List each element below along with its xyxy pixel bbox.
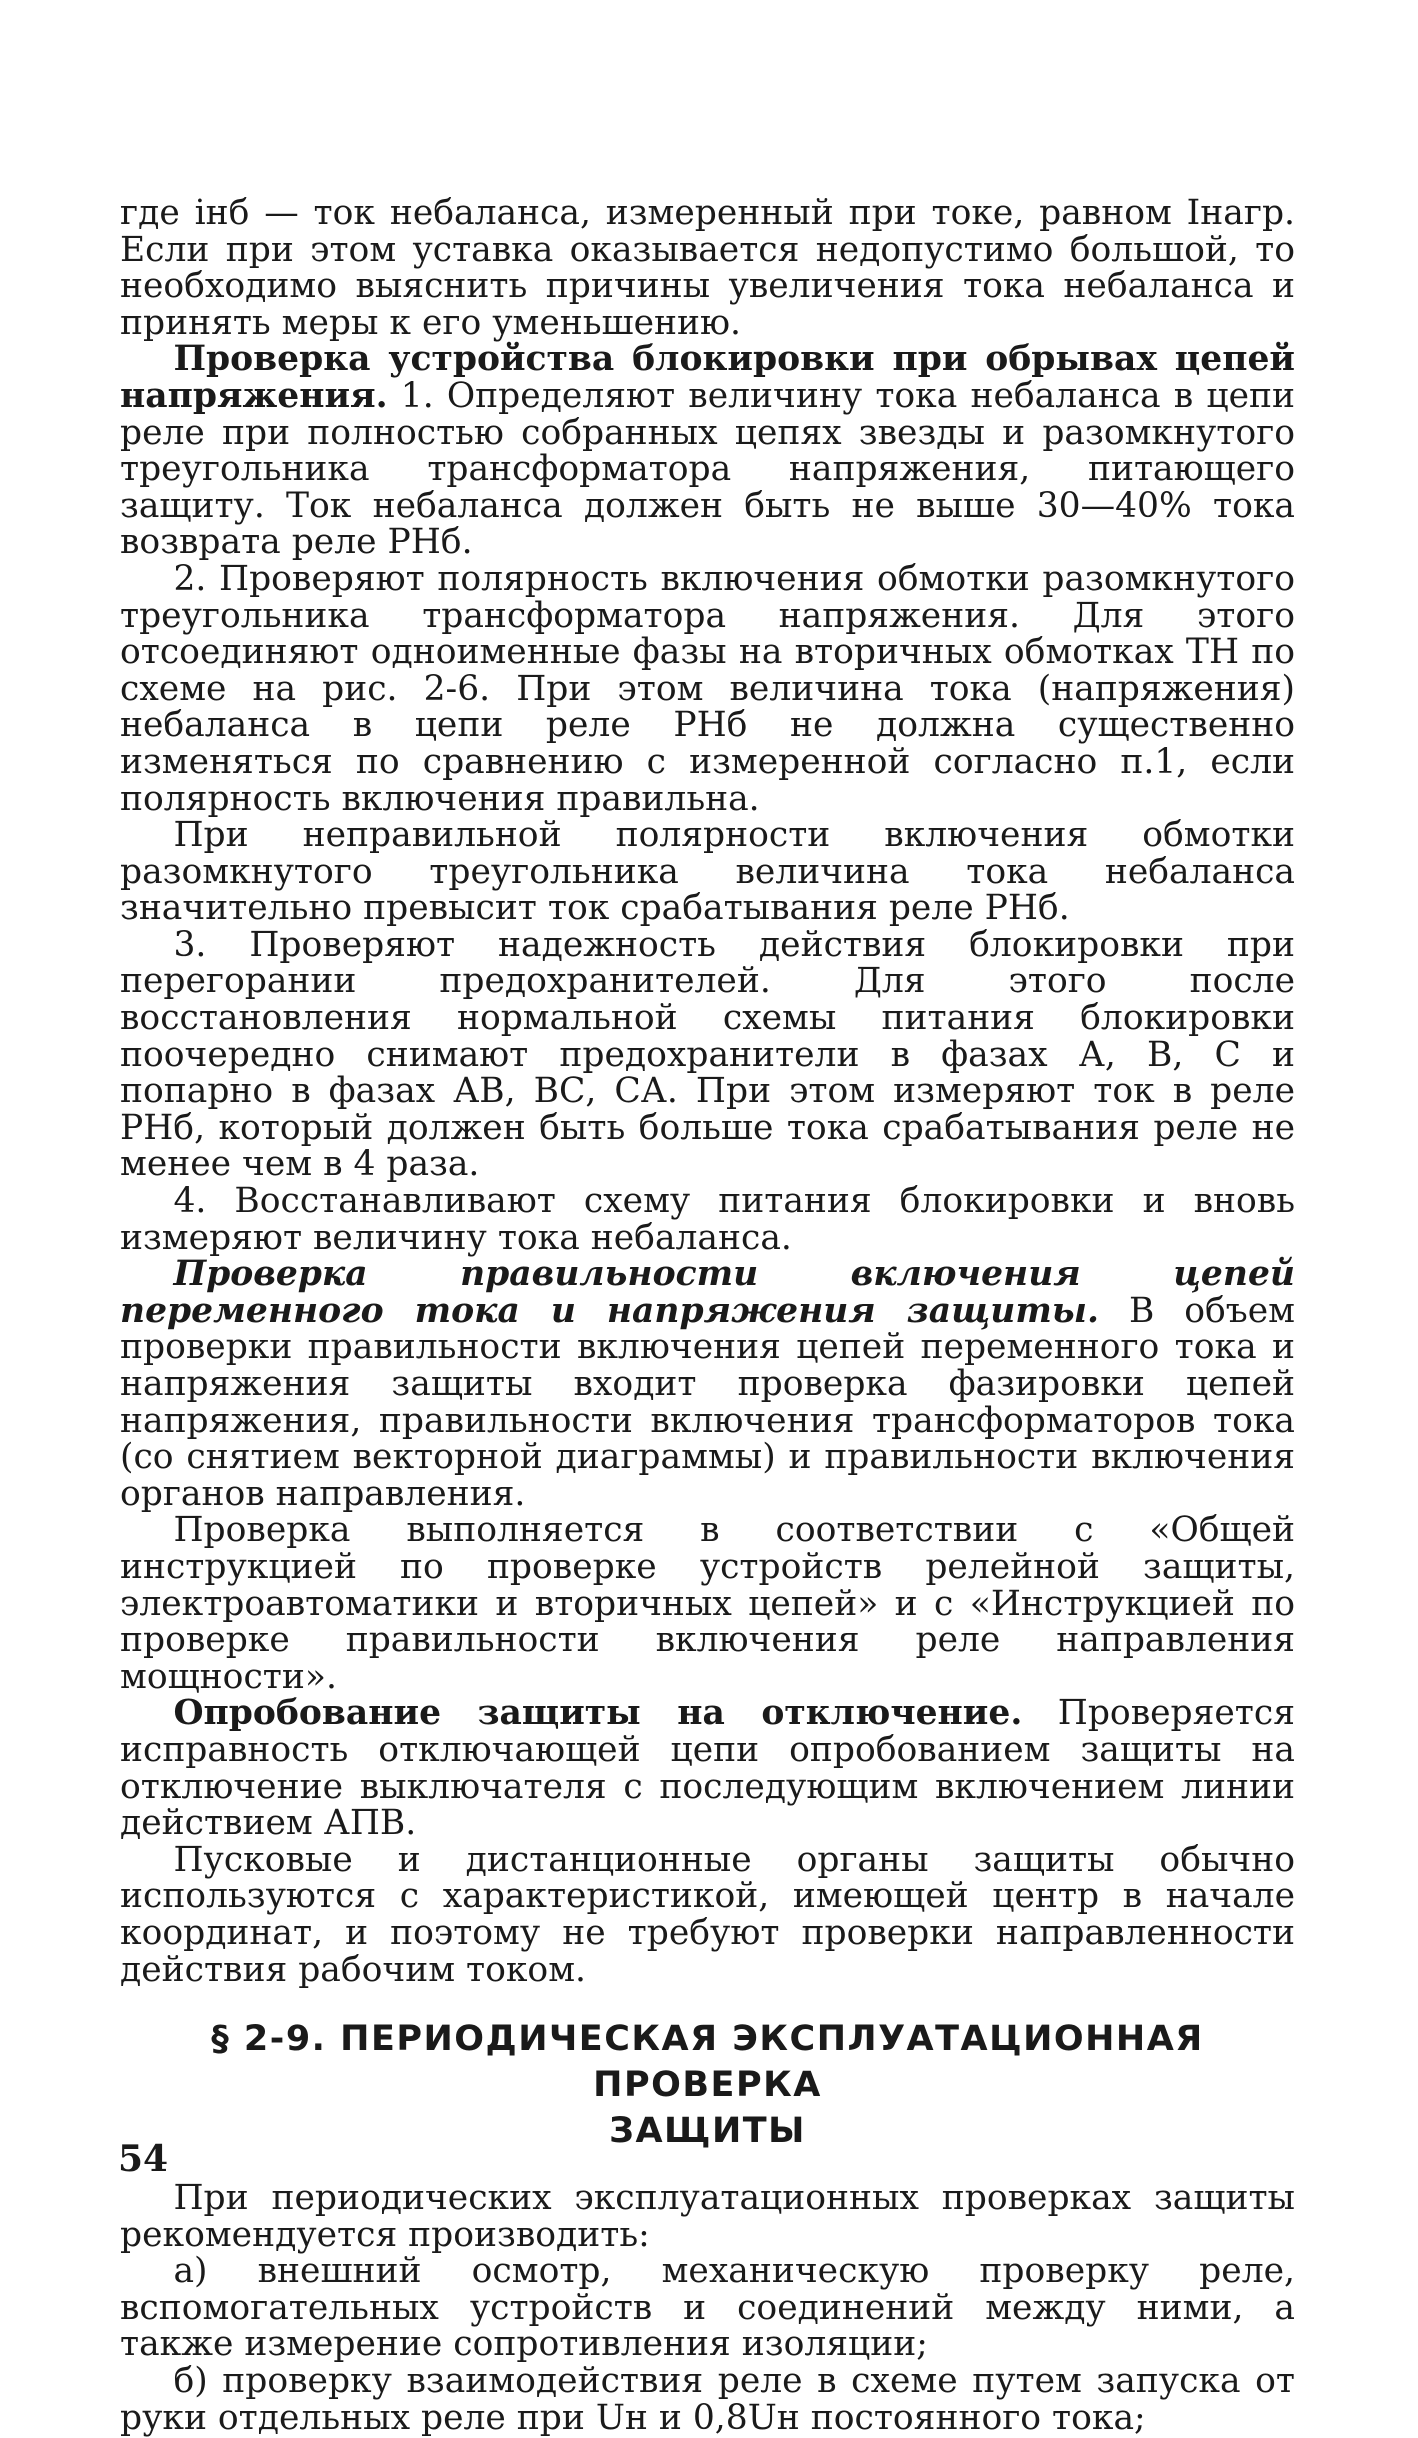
paragraph-lead: Проверка устройства блокировки при обрывах цепей напряжения. xyxy=(120,339,1295,416)
list-item: б) проверку взаимодействия реле в схеме путем запуска от руки отдельных реле при Uн и 0,8Uн постоянного тока; xyxy=(120,2361,1295,2438)
page-number: 54 xyxy=(118,2138,169,2180)
paragraph: Проверка выполняется в соответствии с «Общей инструкцией по проверке устройств релейной защиты, электроавтоматики и вторичных цепей» и с «Инструкцией по проверке правильности включения реле направления мощности». xyxy=(120,1510,1295,1697)
paragraph: 4. Восстанавливают схему питания блокировки и вновь измеряют величину тока небаланса. xyxy=(120,1181,1295,1258)
paragraph: При неправильной полярности включения обмотки разомкнутого треугольника величина тока небаланса значительно превысит ток срабатывания реле РНб. xyxy=(120,815,1295,929)
paragraph: где iнб — ток небаланса, измеренный при токе, равном Iнагр. Если при этом уставка оказывается недопустимо большой, то необходимо выяснить причины увеличения тока небаланса и принять меры к его уменьшению. xyxy=(120,193,1295,343)
list-item: а) внешний осмотр, механическую проверку реле, вспомогательных устройств и соединений между ними, а также измерение сопротивления изоляции; xyxy=(120,2251,1295,2365)
paragraph-text: 1. Определяют величину тока небаланса в цепи реле при полностью собранных цепях звезды и разомкнутого треугольника трансформатора напряжения, питающего защиту. Ток небаланса должен быть не выше 30—40% тока возврата реле РНб. xyxy=(120,375,1295,563)
paragraph xyxy=(120,341,1295,561)
paragraph: Пусковые и дистанционные органы защиты обычно используются с характеристикой, имеющей центр в начале координат, и поэтому не требуют проверки направленности действия рабочим током. xyxy=(120,1839,1295,1990)
paragraph xyxy=(120,1693,1295,1844)
paragraph: 2. Проверяют полярность включения обмотки разомкнутого треугольника трансформатора напряжения. Для этого отсоединяют одноименные фазы на вторичных обмотках ТН по схеме на рис. 2-6. При этом величина тока (напряжения) небаланса в цепи реле РНб не должна существенно изменяться по сравнению с измеренной согласно п.1, если полярность включения правильна. xyxy=(120,558,1295,819)
section-heading xyxy=(120,2016,1295,2154)
page-body xyxy=(120,195,1295,2436)
paragraph-lead: Опробование защиты на отключение. xyxy=(173,1693,1023,1734)
paragraph-text: Проверяется исправность отключающей цепи опробованием защиты на отключение выключателя с последующим включением линии действием АПВ. xyxy=(120,1693,1295,1844)
paragraph: При периодических эксплуатационных проверках защиты рекомендуется производить: xyxy=(120,2178,1295,2255)
paragraph xyxy=(120,1256,1295,1512)
paragraph-lead: Проверка правильности включения цепей переменного тока и напряжения защиты. xyxy=(120,1254,1295,1331)
section-heading-line: § 2-9. ПЕРИОДИЧЕСКАЯ ЭКСПЛУАТАЦИОННАЯ ПРОВЕРКА xyxy=(211,2019,1204,2106)
paragraph-text: В объем проверки правильности включения цепей переменного тока и напряжения защиты входит проверка фазировки цепей напряжения, правильности включения трансформаторов тока (со снятием векторной диаграммы) и правильности включения органов направления. xyxy=(120,1290,1296,1514)
paragraph: 3. Проверяют надежность действия блокировки при перегорании предохранителей. Для этого после восстановления нормальной схемы питания блокировки поочередно снимают предохранители в фазах А, В, С и попарно в фазах АВ, ВС, СА. При этом измеряют ток в реле РНб, который должен быть больше тока срабатывания реле не менее чем в 4 раза. xyxy=(120,924,1295,1185)
section-heading-line: ЗАЩИТЫ xyxy=(609,2111,806,2152)
